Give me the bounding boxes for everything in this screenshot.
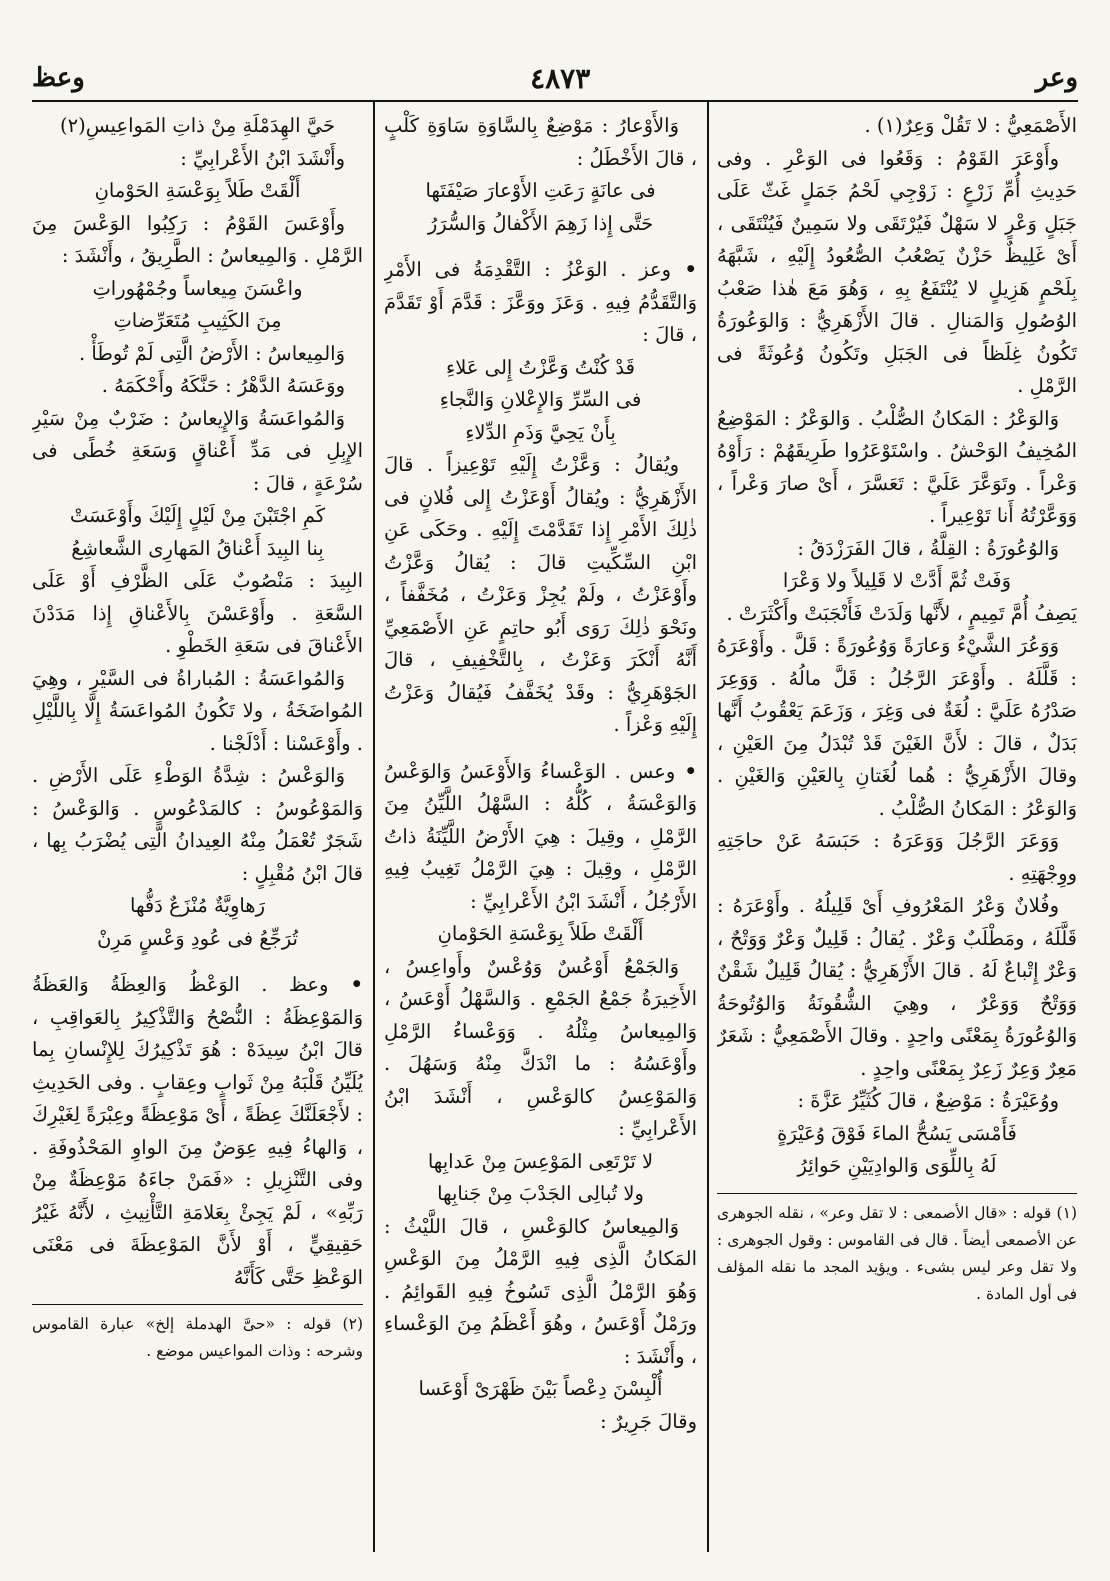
paragraph: وأَوْعَرَ القَوْمُ : وَقَعُوا فى الوَعْرِ . وفى حَدِيثِ أُمِّ زَرْعٍ : زَوْجِي لَحْمُ جَمَلٍ غَثّ عَلَى جَبَلٍ وَعْرٍ لا سَهْلٌ فَيُرْتَقَى ولا سَمِينٌ فَيُنْتَقَى ، أَىْ غَلِيظٌ حَزْنٌ يَصْعُبُ الصُّعُودُ إِلَيْهِ ، شَبَّهَهُ بِلَحْمٍ هَزِيلٍ لا يُنْتَفَعُ بِهِ ، وَهُوَ مَعَ هٰذا صَعْبُ الوُصُولِ وَالمَنالِ . قالَ الأَزْهَرِيُّ : وَالوَعُورَةُ تَكُونُ غِلَظاً فى الجَبَلِ وتَكُونُ وُعُوثَةً فى الرَّمْلِ .: [717, 146, 1077, 397]
poem-line: ولا تُبالِى الجَدْبَ مِنْ جَنابِها: [437, 1182, 644, 1205]
paragraph: وَوَعَرَ الرَّجُلَ وَوَعَرَهُ : حَبَسَهُ عَنْ حاجَتِهِ ووِجْهَتِهِ .: [717, 829, 1077, 885]
footnote-separator: [32, 1304, 363, 1305]
column-left: [32, 110, 363, 1550]
paragraph: وفُلانٌ وَعْرُ المَعْرُوفِ أَىْ قَلِيلُهُ . وأَوْعَرَهُ : قَلَّلَهُ ، ومَطْلَبٌ وَعْرٌ . يُقالُ : قَلِيلٌ وَعْرٌ وَوَتْحٌ ، وَعْرٌ إِتْباعٌ لَهُ . قالَ الأَزْهَرِيُّ : يُقالُ قَلِيلٌ شَقْنٌ وَوَتْحٌ وَوَعْرٌ ، وهِيَ الشُّقُونَةُ وَالوُتُوحَةُ وَالوُعُورَةُ بِمَعْنًى واحِدٍ . وقالَ الأَصْمَعِيُّ : شَعَرٌ مَعِرٌ وَعِرٌ زَعِرٌ بِمَعْنًى واحِدٍ .: [717, 894, 1077, 1080]
paragraph: وَالجَمْعُ أَوْعُسٌ وَوُعْسٌ وأَواعِسُ ، الأَخِيرَةُ جَمْعُ الجَمْعِ . وَالسَّهْلُ أَوْعَسُ ، وَالمِيعاسُ مِثْلُهُ . وَوَعْساءُ الرَّمْلِ وأَوْعَسُهُ : ما انْدَكَّ مِنْهُ وَسَهُلَ . وَالمَوْعِسُ كالوَعْسِ ، أَنْشَدَ ابْنُ الأَعْرابِيِّ :: [384, 954, 697, 1140]
poem-line: أَلْقَتْ طَلاً بِوَعْسَةِ الحَوْمانِ: [437, 922, 644, 945]
poem-line: أَلْقَتْ طَلاً بِوَعْسَةِ الحَوْمانِ: [94, 179, 301, 202]
paragraph: وَالوُعُورَةُ : القِلَّةُ ، قالَ الفَرَزْدَقُ :: [797, 536, 1059, 560]
paragraph: وقالَ جَرِيرٌ :: [600, 1409, 697, 1433]
poem-line: بِأَنْ يَحِيَّ وَذَمِ الدِّلاءِ: [465, 420, 616, 444]
poem-line: مِنَ الكَثِيبِ مُتَعَرِّضاتِ: [113, 309, 282, 332]
footnote: (٢) قوله : «حىَّ الهدملة إلخ» عبارة القاموس وشرحه : وذات المواعيس موضع .: [32, 1315, 363, 1360]
paragraph: وأَنْشَدَ ابْنُ الأَعْرابِيِّ :: [180, 146, 345, 170]
footnote-separator: [717, 1193, 1077, 1194]
page-header: [32, 58, 1078, 98]
headword-left: وعظ: [32, 63, 85, 93]
paragraph: وَالمِيعاسُ كالوَعْسِ ، قالَ اللَّيْثُ : المَكانُ الَّذِى فِيهِ الرَّمْلُ مِنَ الوَعْسِ وَهُوَ الرَّمْلُ الَّذِى تَسُوخُ فِيهِ القَوائِمُ . ورَمْلٌ أَوْعَسُ ، وهُوَ أَعْظَمُ مِنَ الوَعْساءِ ، وأَنْشَدَ :: [384, 1214, 697, 1368]
paragraph: وَوَعُرَ الشَّيْءُ وَعارَةً وَوُعُورَةً : قَلَّ . وأَوْعَرَهُ : قَلَّلَهُ . وأَوْعَرَ الرَّجُلُ : قَلَّ مالُهُ . وَوَعِرَ صَدْرُهُ عَلَيَّ : لُغَةٌ فى وَغِرَ ، وَزَعَمَ يَعْقُوبُ أَنَّها بَدَلٌ ، قالَ : لأَنَّ الغَيْنَ قَدْ تُبْدَلُ مِنَ العَيْنِ ، وقالَ الأَزْهَرِيُّ : هُما لُغَتانِ بِالعَيْنِ وَالغَيْنِ . وَالوَعْرُ : المَكانُ الصُّلْبُ .: [717, 634, 1077, 820]
column-divider-left: [373, 102, 375, 1552]
poem-line: واعْسَنَ مِيعاساً وجُمْهُوراتِ: [92, 276, 303, 300]
paragraph: البِيدَ : مَنْصُوبٌ عَلَى الظَّرْفِ أَوْ عَلَى السَّعَةِ . وأَوْعَسْنَ بِالأَعْناقِ إِذا مَدَدْنَ الأَعْناقَ فى سَعَةِ الخَطْوِ .: [32, 569, 363, 657]
column-divider-right: [707, 102, 709, 1552]
poem-line: لَهُ بِاللِّوَى وَالوادِيَيْنِ حَوائِرُ: [797, 1154, 997, 1177]
paragraph: ووَعَسَهُ الدَّهْرُ : حَنَّكَهُ وأَحْكَمَهُ .: [101, 374, 345, 397]
entry-wez-vaaz: • وعظ . الوَعْظُ وَالعِظَةُ وَالعَظَةُ وَالمَوْعِظَةُ : النُّصْحُ وَالتَّذْكِيرُ بِالعَواقِبِ ، قالَ ابْنُ سِيدَهْ : هُوَ تَذْكِيرُكَ لِلإِنْسانِ بِما يُلَيِّنُ قَلْبَهُ مِنْ ثَوابٍ وعِقابٍ . وفى الحَدِيثِ : لأَجْعَلَنَّكَ عِظَةً ، أَىْ مَوْعِظَةً وعِبْرَةً لِغَيْرِكَ ، وَالهاءُ فِيهِ عِوَضٌ مِنَ الواوِ المَحْذُوفَةِ . وفى التَّنْزِيلِ : «فَمَنْ جاءَهُ مَوْعِظَةٌ مِنْ رَبِّهِ» ، لَمْ يَجِئْ بِعَلامَةِ التَّأْنِيثِ ، لأَنَّهُ غَيْرُ حَقِيقِيٍّ ، أَوْ لأَنَّ المَوْعِظَةَ فى مَعْنَى الوَعْظِ حَتَّى كَأَنَّهُ: [32, 969, 363, 1294]
poem-line: تُرَجِّعُ فى عُودِ وَعْسٍ مَرِنْ: [97, 926, 298, 950]
page-number: ٤٨٧٣: [530, 61, 591, 95]
entry-wez: • وعز . الوَعْزُ : التَّقْدِمَةُ فى الأَمْرِ وَالتَّقَدُّمُ فِيهِ . وَعَزَ ووَعَّزَ : قَدَّمَ أَوْ تَقَدَّمَ ، قالَ :: [384, 254, 697, 352]
paragraph: يَصِفُ أُمَّ تَمِيمٍ ، لأَنَّها وَلَدَتْ فَأَنْجَبَتْ وأَكْثَرَتْ .: [726, 601, 1077, 625]
paragraph: ووُعَيْرَةُ : مَوْضِعٌ ، قالَ كُثَيِّرُ عَزَّةَ :: [797, 1089, 1059, 1112]
poem-line: لا تَرْتَعِى المَوْعِسَ مِنْ عَدابِها: [427, 1149, 654, 1173]
poem-line: حَتَّى إِذا زَهِمَ الأَكْفالُ وَالسُّرَرُ: [427, 211, 654, 235]
poem-line: فى السِّرِّ وَالإِعْلانِ وَالنَّجاءِ: [439, 388, 642, 411]
paragraph: الأَصْمَعِيُّ : لا تَقُلْ وَعِرٌ(١) .: [864, 114, 1077, 137]
poem-line: فَأَمْسَى يَسُحُّ الماءَ فَوْقَ وُعَيْرَةٍ: [777, 1121, 1017, 1145]
paragraph: وأَوْعَسَ القَوْمُ : رَكِبُوا الوَعْسَ مِنَ الرَّمْلِ . وَالمِيعاسُ : الطَّرِيقُ ، وأَنْشَدَ :: [32, 211, 363, 267]
poem-line: قَدْ كُنْتُ وَعَّزْتُ إِلى عَلاءِ: [446, 355, 635, 379]
entry-wes: • وعس . الوَعْساءُ وَالأَوْعَسُ وَالوَعْسُ وَالوَعْسَةُ ، كُلُّهُ : السَّهْلُ اللَّيِّنُ مِنَ الرَّمْلِ ، وقِيلَ : هِيَ الأَرْضُ اللَّيِّنَةُ ذاتُ الرَّمْلِ ، وقِيلَ : هِيَ الرَّمْلُ تَغِيبُ فِيهِ الأَرْجُلُ ، أَنْشَدَ ابْنُ الأَعْرابِيِّ :: [384, 756, 697, 919]
headword-right: وعر: [1035, 63, 1078, 93]
paragraph: ويُقالُ : وَعَّزْتُ إِلَيْهِ تَوْعِيزاً . قالَ الأَزْهَرِيُّ : ويُقالُ أَوْعَزْتُ إِلى فُلانٍ فى ذٰلِكَ الأَمْرِ إِذا تَقَدَّمْتَ إِلَيْهِ . وحَكَى عَنِ ابْنِ السِّكِّيتِ قالَ : يُقالُ وَعَّزْتُ وأَوْعَزْتُ ، ولَمْ يُجِزْ وَعَزْتُ ، مُخَفَّفاً ، ونَحْوَ ذٰلِكَ رَوَى أَبُو حاتِمٍ عَنِ الأَصْمَعِيِّ أَنَّهُ أَنْكَرَ وَعَزْتُ ، بِالتَّخْفِيفِ ، قالَ الجَوْهَرِيُّ : وقَدْ يُخَفَّفُ فَيُقالُ وَعَزْتُ إِلَيْهِ وَعْزاً .: [384, 453, 697, 736]
poem-line: كَمِ اجْتَبْنَ مِنْ لَيْلٍ إِلَيْكَ وأَوْعَسَتْ: [69, 504, 326, 527]
poem-line: رَهاوِيَّةٌ مُنْزَعٌ دَفُّها: [130, 894, 265, 917]
poem-line: حَيَّ الهِدَمْلَةِ مِنْ ذاتِ المَواعِيسِ(٢): [60, 114, 335, 137]
poem-line: وَفَتْ ثُمَّ أَدَّتْ لا قَلِيلاً ولا وَعْرَا: [782, 569, 1012, 592]
column-right: [717, 110, 1077, 1550]
paragraph: وَالمُواعَسَةُ : المُباراةُ فى السَّيْرِ ، وهِيَ المُواضَخَةُ ، ولا تَكُونُ المُواعَسَةُ إِلَّا بِاللَّيْلِ . وأَوْعَسْنا : أَدْلَجْنا .: [32, 666, 363, 755]
poem-line: أُلْبِسْنَ دِعْصاً بَيْنَ ظَهْرَىْ أَوْعَسا: [418, 1377, 663, 1400]
header-rule: [32, 100, 1078, 102]
paragraph: وَالمُواعَسَةُ وَالإِيعاسُ : ضَرْبٌ مِنْ سَيْرِ الإِبِلِ فى مَدِّ أَعْناقٍ وَسَعَةِ خُطًى فى سُرْعَةٍ ، قالَ :: [32, 406, 363, 495]
paragraph: وَالوَعْسُ : شِدَّةُ الوَطْءِ عَلَى الأَرْضِ . وَالمَوْعُوسُ : كالمَدْعُوسِ . وَالوَعْسُ : شَجَرٌ تُعْمَلُ مِنْهُ العِيدانُ الَّتِى يُضْرَبُ بِها ، قالَ ابْنُ مُقْبِلٍ :: [32, 764, 363, 885]
poem-line: فى عانَةٍ رَعَتِ الأَوْعارَ صَيْفَتَها: [425, 179, 656, 202]
column-middle: [384, 110, 697, 1550]
paragraph: وَالأَوْعارُ : مَوْضِعٌ بِالسَّاوَةِ سَاوَةِ كَلْبٍ ، قالَ الأَخْطَلُ :: [384, 114, 697, 170]
footnote: (١) قوله : «قال الأصمعى : لا تقل وعر» ، نقله الجوهرى عن الأصمعى أيضاً . قال فى القاموس : وقول الجوهرى : ولا تقل وعر ليس بشىء . ويؤيد المجد ما نقله المؤلف فى أول المادة .: [717, 1203, 1077, 1303]
paragraph: وَالوَعْرُ : المَكانُ الصُّلْبُ . وَالوَعْرُ : المَوْضِعُ المُخِيفُ الوَحْشُ . واسْتَوْعَرُوا طَرِيقَهُمْ : رَأَوْهُ وَعْراً . وتَوَعَّرَ عَلَيَّ : تَعَسَّرَ ، أَىْ صارَ وَعْراً ، وَوَعَّرْتُهُ أَنا تَوْعِيراً .: [717, 406, 1077, 527]
poem-line: بِنا البِيدَ أَعْناقُ المَهارِى الشَّعاشِعُ: [71, 536, 324, 560]
paragraph: وَالمِيعاسُ : الأَرْضُ الَّتِى لَمْ تُوطَأْ .: [79, 341, 345, 365]
